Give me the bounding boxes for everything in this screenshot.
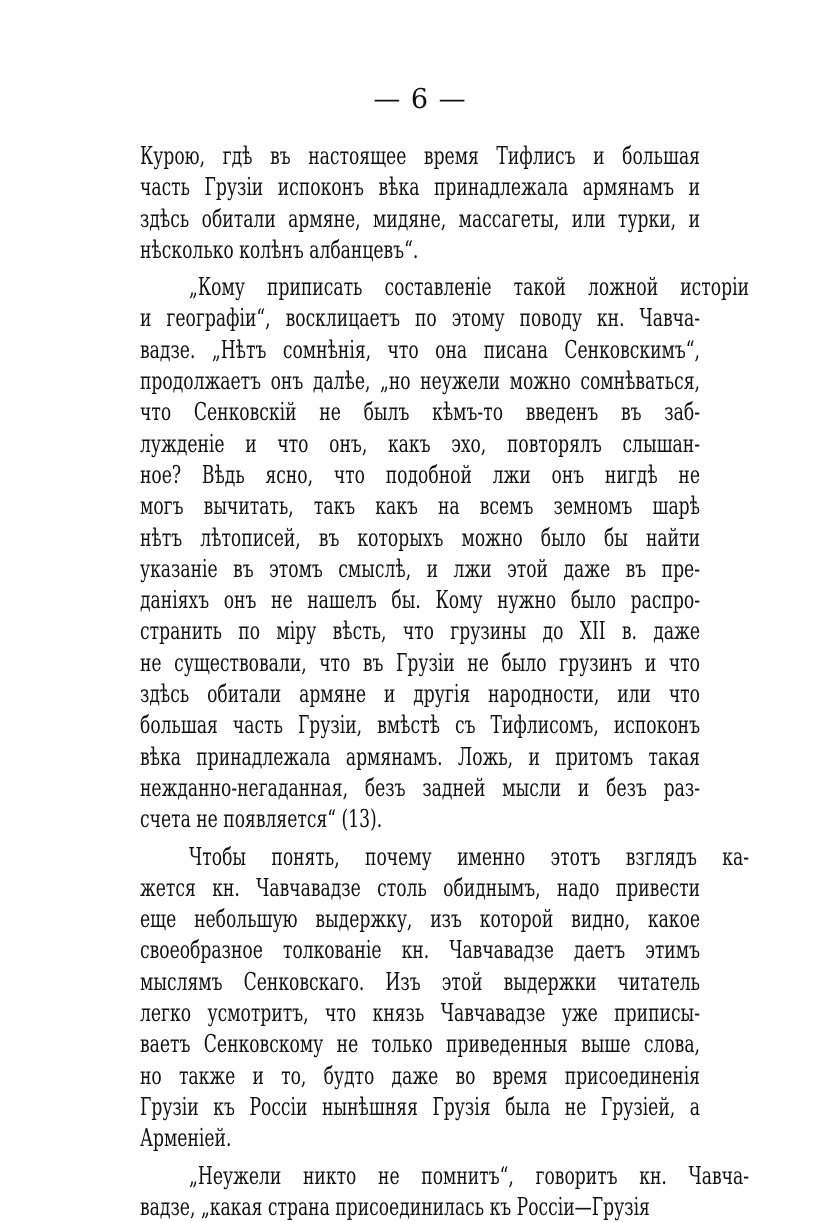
text-line: „Неужели никто не помнитъ“, говоритъ кн. Чавча- bbox=[140, 1160, 749, 1191]
text-line: могъ вычитать, такъ какъ на всемъ земномъ шарѣ bbox=[140, 490, 700, 521]
paragraph-3 bbox=[140, 841, 700, 1154]
text-line: еще небольшую выдержку, изъ которой видно, какое bbox=[140, 903, 700, 934]
text-line: ваетъ Сенковскому не только приведенныя выше слова, bbox=[140, 1028, 700, 1059]
text-line: часть Грузіи испоконъ вѣка принадлежала армянамъ и bbox=[140, 171, 700, 202]
paragraph-2 bbox=[140, 271, 700, 834]
text-line: что Сенковскій не былъ кѣмъ-то введенъ въ заб- bbox=[140, 396, 700, 427]
text-line: Арменіей. bbox=[140, 1122, 700, 1153]
text-line: продолжаетъ онъ далѣе, „но неужели можно сомнѣваться, bbox=[140, 365, 700, 396]
text-line: Курою, гдѣ въ настоящее время Тифлисъ и большая bbox=[140, 140, 700, 171]
paragraph-1 bbox=[140, 140, 700, 265]
text-line: ное? Вѣдь ясно, что подобной лжи онъ нигдѣ не bbox=[140, 459, 700, 490]
page-number: — 6 — bbox=[0, 84, 840, 115]
text-line: большая часть Грузіи, вмѣстѣ съ Тифлисомъ, испоконъ bbox=[140, 709, 700, 740]
text-line: указаніе въ этомъ смыслѣ, и лжи этой даже въ пре- bbox=[140, 553, 700, 584]
text-line: не существовали, что въ Грузіи не было грузинъ и что bbox=[140, 647, 700, 678]
text-line: счета не появляется“ (13). bbox=[140, 803, 700, 834]
text-line: вадзе. „Нѣтъ сомнѣнія, что она писана Сенковскимъ“, bbox=[140, 334, 700, 365]
text-line: мыслямъ Сенковскаго. Изъ этой выдержки читатель bbox=[140, 966, 700, 997]
text-line: странить по міру вѣсть, что грузины до XII в. даже bbox=[140, 615, 700, 646]
text-line: нежданно-негаданная, безъ задней мысли и безъ раз- bbox=[140, 772, 700, 803]
text-line: жется кн. Чавчавадзе столь обиднымъ, надо привести bbox=[140, 872, 700, 903]
text-line: „Кому приписать составленіе такой ложной исторіи bbox=[140, 271, 749, 302]
text-line: Грузіи къ Россіи нынѣшняя Грузія была не Грузіей, а bbox=[140, 1091, 700, 1122]
body-text bbox=[140, 140, 700, 1222]
text-line: своеобразное толкованіе кн. Чавчавадзе даетъ этимъ bbox=[140, 934, 700, 965]
text-line: вадзе, „какая страна присоединилась къ Россіи—Грузія bbox=[140, 1191, 700, 1222]
text-line: но также и то, будто даже во время присоединенія bbox=[140, 1060, 700, 1091]
text-line: здѣсь обитали армяне, мидяне, массагеты, или турки, и bbox=[140, 203, 700, 234]
text-line: нѣсколько колѣнъ албанцевъ“. bbox=[140, 234, 700, 265]
text-line: Чтобы понять, почему именно этотъ взглядъ ка- bbox=[140, 841, 749, 872]
text-line: нѣтъ лѣтописей, въ которыхъ можно было бы найти bbox=[140, 522, 700, 553]
text-line: вѣка принадлежала армянамъ. Ложь, и притомъ такая bbox=[140, 741, 700, 772]
text-line: и географіи“, восклицаетъ по этому поводу кн. Чавча- bbox=[140, 302, 700, 333]
text-line: здѣсь обитали армяне и другія народности, или что bbox=[140, 678, 700, 709]
text-line: лужденіе и что онъ, какъ эхо, повторялъ слышан- bbox=[140, 428, 700, 459]
text-line: легко усмотритъ, что князь Чавчавадзе уже приписы- bbox=[140, 997, 700, 1028]
text-line: даніяхъ онъ не нашелъ бы. Кому нужно было распро- bbox=[140, 584, 700, 615]
